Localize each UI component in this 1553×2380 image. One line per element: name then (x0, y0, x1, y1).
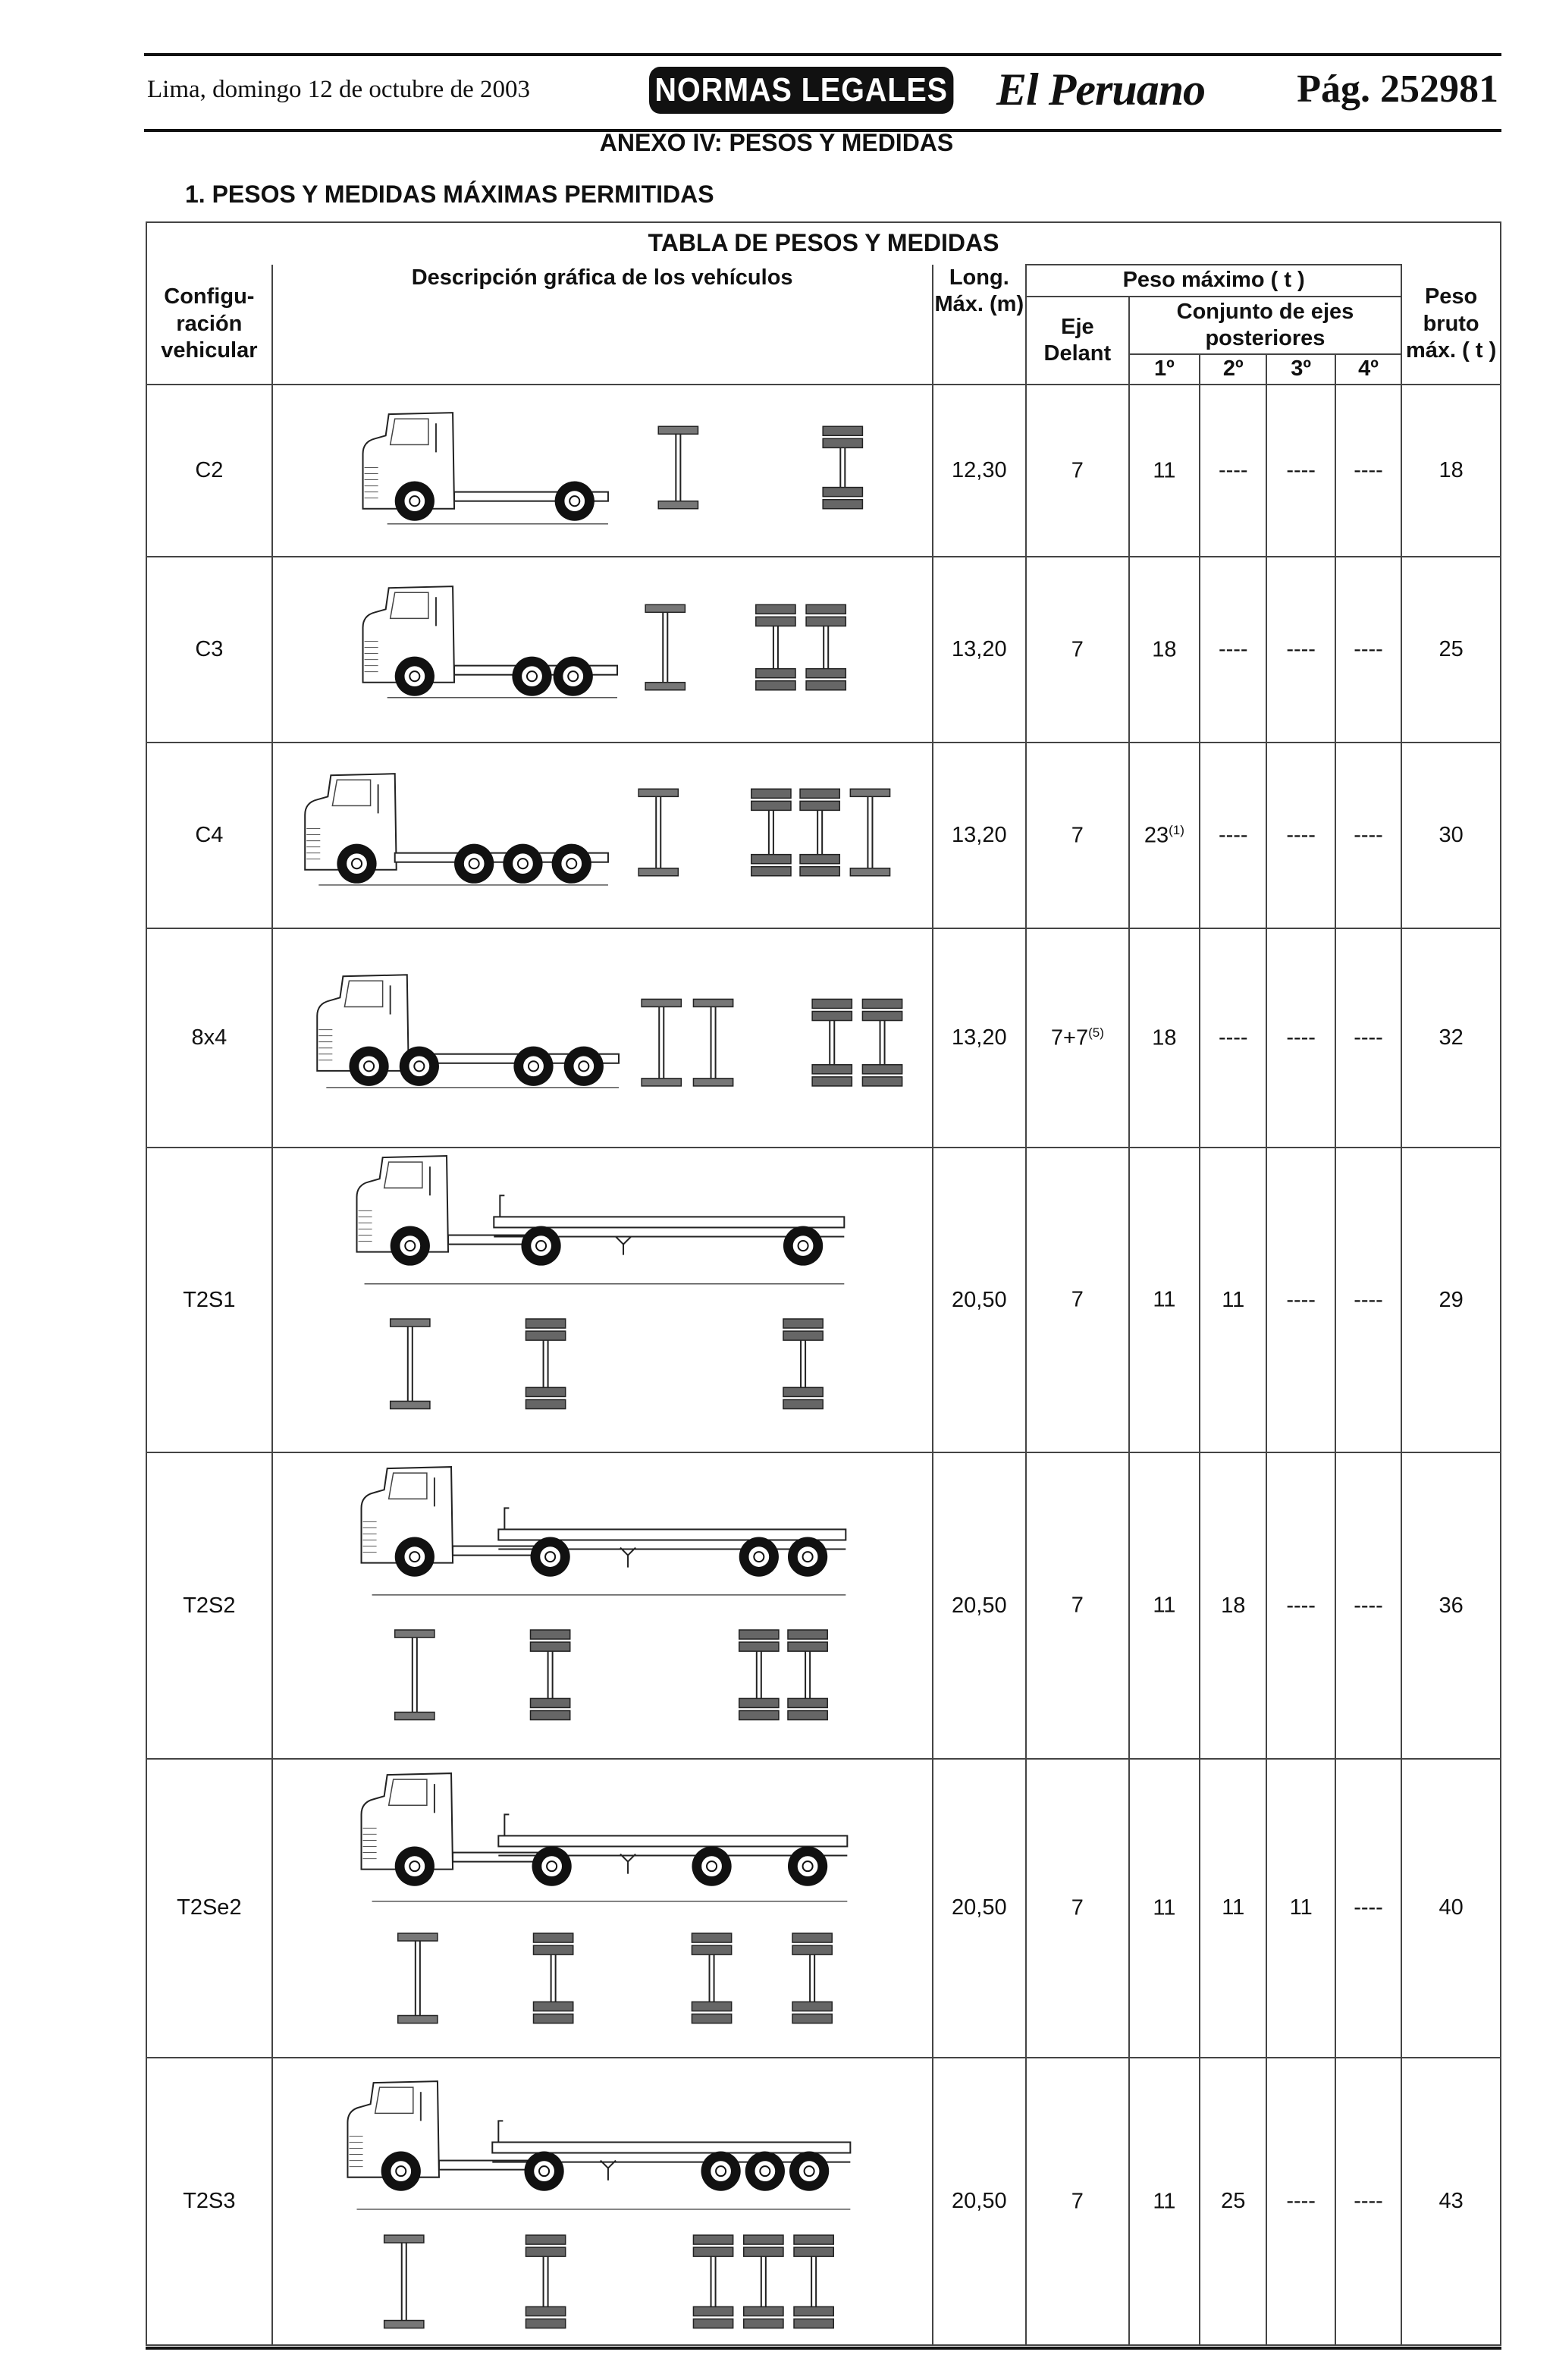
dual-tire-icon (756, 669, 795, 678)
page-number: Pág. 252981 (1297, 68, 1498, 111)
vehicle-diagram-svg (273, 743, 932, 928)
dual-tire-icon (756, 681, 795, 690)
dual-tire-icon (823, 426, 862, 435)
table-row (146, 2058, 1501, 2346)
cell-axle-3: 11 (1266, 1759, 1335, 2058)
cell-axle-1: 11 (1129, 1148, 1200, 1452)
cell-length: 20,50 (933, 1148, 1027, 1452)
cell-axle-2: 18 (1200, 1452, 1266, 1759)
cell-eje-delant: 7 (1026, 557, 1129, 743)
dual-tire-icon (862, 1065, 902, 1074)
single-tire-icon (642, 1000, 681, 1007)
cell-axle-3: ---- (1266, 743, 1335, 928)
dual-tire-icon (823, 488, 862, 497)
dual-tire-icon (739, 1711, 778, 1720)
cell-config: T2S2 (146, 1452, 272, 1759)
dual-tire-icon (526, 2247, 565, 2256)
dual-tire-icon (862, 1012, 902, 1021)
dual-tire-icon (526, 1319, 565, 1328)
landing-gear-icon (616, 1237, 631, 1255)
vehicle-diagram (272, 2058, 933, 2346)
cell-axle-1: 18 (1129, 928, 1200, 1148)
cell-config: T2S1 (146, 1148, 272, 1452)
table-row (146, 1759, 1501, 2058)
dual-tire-icon (792, 2014, 832, 2023)
cell-axle-2: 25 (1200, 2058, 1266, 2346)
cell-peso-bruto: 43 (1401, 2058, 1501, 2346)
dual-tire-icon (533, 2014, 573, 2023)
cell-axle-1: 11 (1129, 1452, 1200, 1759)
dual-tire-icon (792, 2002, 832, 2011)
single-tire-icon (638, 789, 678, 796)
cell-axle-2: 11 (1200, 1148, 1266, 1452)
vehicle-diagram-svg (273, 2058, 932, 2345)
table-row (146, 557, 1501, 743)
cell-axle-3: ---- (1266, 928, 1335, 1148)
dual-tire-icon (823, 438, 862, 447)
header-description: Descripción gráfica de los vehículos (272, 265, 933, 385)
cell-axle-4: ---- (1335, 1759, 1401, 2058)
dual-tire-icon (530, 1642, 569, 1651)
newspaper-logo: El Peruano (996, 64, 1206, 115)
dual-tire-icon (788, 1642, 827, 1651)
dual-tire-icon (526, 1388, 565, 1397)
cell-peso-bruto: 30 (1401, 743, 1501, 928)
cell-length: 12,30 (933, 385, 1027, 557)
landing-gear-icon (601, 2160, 616, 2180)
dual-tire-icon (794, 2319, 833, 2328)
footer-rule (146, 2347, 1501, 2350)
vehicle-diagram-svg (273, 385, 932, 556)
cell-config: 8x4 (146, 928, 272, 1148)
single-tire-icon (394, 1630, 434, 1637)
dual-tire-icon (794, 2247, 833, 2256)
cell-axle-3: ---- (1266, 1148, 1335, 1452)
table-row (146, 743, 1501, 928)
dual-tire-icon (823, 500, 862, 509)
dual-tire-icon (526, 2306, 565, 2316)
weights-measures-table (146, 221, 1501, 2346)
table-row (146, 1452, 1501, 1759)
dual-tire-icon (693, 2247, 733, 2256)
cell-axle-2: ---- (1200, 385, 1266, 557)
trailer-deck-icon (498, 1835, 847, 1846)
cell-config: T2Se2 (146, 1759, 272, 2058)
vehicle-diagram (272, 1759, 933, 2058)
header-axle-3: 3º (1266, 354, 1335, 385)
dual-tire-icon (812, 1012, 852, 1021)
header-axle-1: 1º (1129, 354, 1200, 385)
dual-tire-icon (751, 801, 790, 810)
cell-eje-delant: 7 (1026, 1148, 1129, 1452)
header-eje-delant: Eje Delant (1026, 297, 1129, 385)
dual-tire-icon (526, 1331, 565, 1340)
cell-axle-1: 11 (1129, 2058, 1200, 2346)
cell-axle-4: ---- (1335, 743, 1401, 928)
dual-tire-icon (800, 855, 839, 864)
dual-tire-icon (751, 789, 790, 798)
single-tire-icon (397, 1933, 437, 1941)
cell-config: T2S3 (146, 2058, 272, 2346)
cell-config: C4 (146, 743, 272, 928)
dual-tire-icon (739, 1642, 778, 1651)
vehicle-diagram (272, 743, 933, 928)
dual-tire-icon (792, 1933, 832, 1942)
cell-eje-delant: $7+7^{(5)}$ (1026, 928, 1129, 1148)
cell-axle-4: ---- (1335, 2058, 1401, 2346)
cell-axle-1: 18 (1129, 557, 1200, 743)
header-date: Lima, domingo 12 de octubre de 2003 (147, 76, 530, 103)
dual-tire-icon (806, 604, 846, 614)
cell-axle-4: ---- (1335, 928, 1401, 1148)
dual-tire-icon (530, 1699, 569, 1708)
cell-config: C3 (146, 557, 272, 743)
dual-tire-icon (693, 2319, 733, 2328)
cell-length: 20,50 (933, 1452, 1027, 1759)
dual-tire-icon (788, 1711, 827, 1720)
dual-tire-icon (800, 801, 839, 810)
table-row (146, 928, 1501, 1148)
dual-tire-icon (692, 1945, 731, 1955)
dual-tire-icon (533, 1933, 573, 1942)
dual-tire-icon (756, 617, 795, 626)
dual-tire-icon (743, 2306, 783, 2316)
single-tire-icon (658, 426, 698, 434)
cell-axle-2: ---- (1200, 928, 1266, 1148)
single-tire-icon (850, 789, 889, 796)
dual-tire-icon (743, 2235, 783, 2244)
header-length: Long. Máx. (m) (933, 265, 1027, 385)
cell-axle-3: ---- (1266, 557, 1335, 743)
table-row (146, 1148, 1501, 1452)
vehicle-diagram-svg (273, 1760, 932, 2057)
section-badge: NORMAS LEGALES (649, 67, 953, 114)
cell-length: 13,20 (933, 743, 1027, 928)
dual-tire-icon (792, 1945, 832, 1955)
dual-tire-icon (692, 1933, 731, 1942)
dual-tire-icon (756, 604, 795, 614)
cell-peso-bruto: 32 (1401, 928, 1501, 1148)
dual-tire-icon (743, 2319, 783, 2328)
vehicle-diagram (272, 557, 933, 743)
dual-tire-icon (526, 2235, 565, 2244)
dual-tire-icon (530, 1630, 569, 1639)
vehicle-diagram-svg (273, 1148, 932, 1452)
dual-tire-icon (783, 1331, 823, 1340)
cell-axle-3: ---- (1266, 2058, 1335, 2346)
single-tire-icon (645, 604, 685, 612)
dual-tire-icon (530, 1711, 569, 1720)
cell-axle-2: ---- (1200, 743, 1266, 928)
cell-eje-delant: 7 (1026, 1759, 1129, 2058)
dual-tire-icon (692, 2014, 731, 2023)
cell-axle-1: 11 (1129, 1759, 1200, 2058)
dual-tire-icon (751, 867, 790, 876)
cell-axle-4: ---- (1335, 1148, 1401, 1452)
dual-tire-icon (806, 617, 846, 626)
cell-peso-bruto: 40 (1401, 1759, 1501, 2058)
cell-axle-2: ---- (1200, 557, 1266, 743)
vehicle-diagram (272, 1148, 933, 1452)
dual-tire-icon (812, 1065, 852, 1074)
dual-tire-icon (806, 669, 846, 678)
single-tire-icon (384, 2235, 423, 2243)
dual-tire-icon (783, 1400, 823, 1409)
dual-tire-icon (812, 1077, 852, 1086)
page-header (144, 53, 1501, 132)
dual-tire-icon (693, 2235, 733, 2244)
cell-length: 20,50 (933, 1759, 1027, 2058)
cell-peso-bruto: 36 (1401, 1452, 1501, 1759)
dual-tire-icon (862, 1077, 902, 1086)
annex-title: ANEXO IV: PESOS Y MEDIDAS (599, 129, 954, 156)
dual-tire-icon (693, 2306, 733, 2316)
single-tire-icon (693, 1000, 733, 1007)
header-peso-bruto: Peso bruto máx. ( t ) (1401, 265, 1501, 385)
cell-axle-4: ---- (1335, 557, 1401, 743)
vehicle-diagram-svg (273, 557, 932, 742)
cell-length: 20,50 (933, 2058, 1027, 2346)
cell-axle-1: 23$^{(1)}$ (1129, 743, 1200, 928)
vehicle-diagram (272, 1452, 933, 1759)
dual-tire-icon (526, 2319, 565, 2328)
vehicle-diagram-svg (273, 929, 932, 1147)
dual-tire-icon (526, 1400, 565, 1409)
dual-tire-icon (692, 2002, 731, 2011)
landing-gear-icon (620, 1548, 635, 1568)
cell-eje-delant: 7 (1026, 743, 1129, 928)
table-row (146, 385, 1501, 557)
dual-tire-icon (788, 1699, 827, 1708)
dual-tire-icon (794, 2235, 833, 2244)
table-title: TABLA DE PESOS Y MEDIDAS (146, 222, 1501, 265)
cell-axle-1: 11 (1129, 385, 1200, 557)
dual-tire-icon (743, 2247, 783, 2256)
footnote-ref: (5) (1088, 1025, 1104, 1040)
cell-eje-delant: 7 (1026, 385, 1129, 557)
dual-tire-icon (783, 1388, 823, 1397)
dual-tire-icon (788, 1630, 827, 1639)
header-axle-4: 4º (1335, 354, 1401, 385)
vehicle-diagram-svg (273, 1453, 932, 1758)
dual-tire-icon (806, 681, 846, 690)
cell-peso-bruto: 25 (1401, 557, 1501, 743)
dual-tire-icon (862, 1000, 902, 1009)
cell-axle-3: ---- (1266, 1452, 1335, 1759)
trailer-deck-icon (494, 1217, 844, 1228)
header-conjunto-ejes: Conjunto de ejes posteriores (1129, 297, 1402, 354)
dual-tire-icon (783, 1319, 823, 1328)
cell-peso-bruto: 29 (1401, 1148, 1501, 1452)
cell-peso-bruto: 18 (1401, 385, 1501, 557)
header-peso-maximo: Peso máximo ( t ) (1026, 265, 1401, 297)
dual-tire-icon (751, 855, 790, 864)
dual-tire-icon (739, 1630, 778, 1639)
cell-config: C2 (146, 385, 272, 557)
header-axle-2: 2º (1200, 354, 1266, 385)
vehicle-diagram (272, 385, 933, 557)
footnote-ref: (1) (1169, 822, 1184, 837)
dual-tire-icon (533, 1945, 573, 1955)
landing-gear-icon (620, 1854, 635, 1873)
trailer-deck-icon (492, 2142, 850, 2152)
section-title: 1. PESOS Y MEDIDAS MÁXIMAS PERMITIDAS (185, 181, 714, 208)
cell-axle-3: ---- (1266, 385, 1335, 557)
single-tire-icon (390, 1319, 429, 1327)
dual-tire-icon (812, 1000, 852, 1009)
cell-length: 13,20 (933, 557, 1027, 743)
cell-axle-4: ---- (1335, 1452, 1401, 1759)
cell-eje-delant: 7 (1026, 1452, 1129, 1759)
cell-eje-delant: 7 (1026, 2058, 1129, 2346)
dual-tire-icon (739, 1699, 778, 1708)
cell-length: 13,20 (933, 928, 1027, 1148)
dual-tire-icon (800, 867, 839, 876)
cell-axle-2: 11 (1200, 1759, 1266, 2058)
dual-tire-icon (800, 789, 839, 798)
dual-tire-icon (533, 2002, 573, 2011)
vehicle-diagram (272, 928, 933, 1148)
header-config: Configu- ración vehicular (146, 265, 272, 385)
cell-axle-4: ---- (1335, 385, 1401, 557)
dual-tire-icon (794, 2306, 833, 2316)
